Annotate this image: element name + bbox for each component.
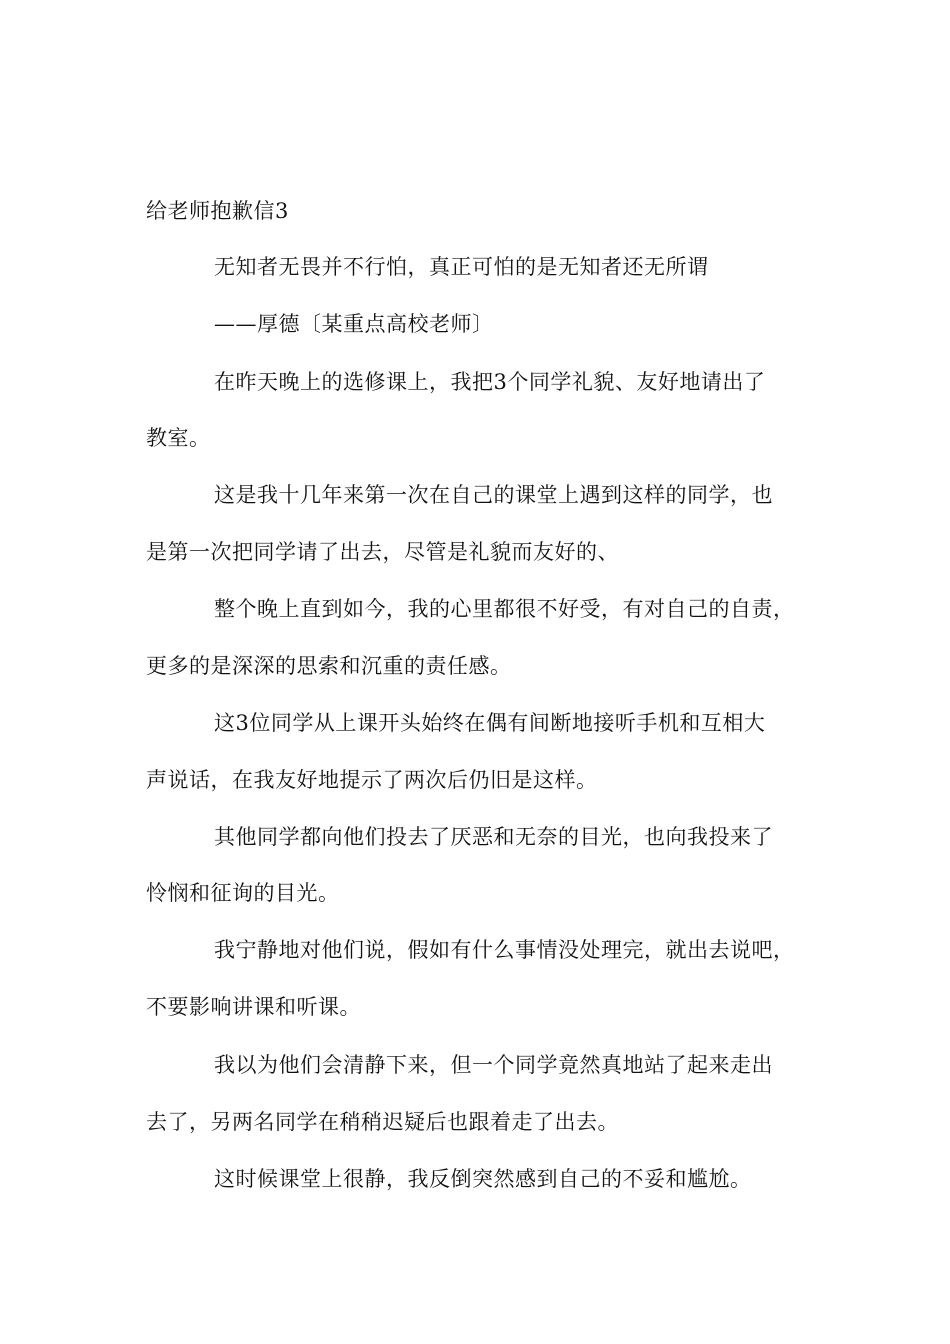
paragraph-line: 整个晚上直到如今，我的心里都很不好受，有对自己的自责， xyxy=(214,597,795,621)
paragraph-line: 声说话，在我友好地提示了两次后仍旧是这样。 xyxy=(146,768,598,792)
paragraph-line: 其他同学都向他们投去了厌恶和无奈的目光，也向我投来了 xyxy=(214,825,773,849)
paragraph-line: 不要影响讲课和听课。 xyxy=(146,995,361,1019)
paragraph-line: 我宁静地对他们说，假如有什么事情没处理完，就出去说吧， xyxy=(214,938,795,962)
paragraph-line: 这时候课堂上很静，我反倒突然感到自己的不妥和尴尬。 xyxy=(214,1167,752,1191)
epigraph: 无知者无畏并不行怕，真正可怕的是无知者还无所谓 xyxy=(214,255,709,279)
paragraph-line: 这3位同学从上课开头始终在偶有间断地接听手机和互相大 xyxy=(214,711,766,735)
paragraph-line: 我以为他们会清静下来，但一个同学竟然真地站了起来走出 xyxy=(214,1053,773,1077)
paragraph-line: 更多的是深深的思索和沉重的责任感。 xyxy=(146,654,512,678)
paragraph-line: 怜悯和征询的目光。 xyxy=(146,881,340,905)
paragraph-line: 教室。 xyxy=(146,426,211,450)
document-title: 给老师抱歉信3 xyxy=(146,199,289,223)
paragraph-line: 去了，另两名同学在稍稍迟疑后也跟着走了出去。 xyxy=(146,1110,619,1134)
paragraph-line: 在昨天晚上的选修课上，我把3个同学礼貌、友好地请出了 xyxy=(214,370,766,394)
paragraph-line: 这是我十几年来第一次在自己的课堂上遇到这样的同学，也 xyxy=(214,483,773,507)
paragraph-line: 是第一次把同学请了出去，尽管是礼貌而友好的、 xyxy=(146,540,619,564)
attribution: ——厚德〔某重点高校老师〕 xyxy=(214,312,494,336)
